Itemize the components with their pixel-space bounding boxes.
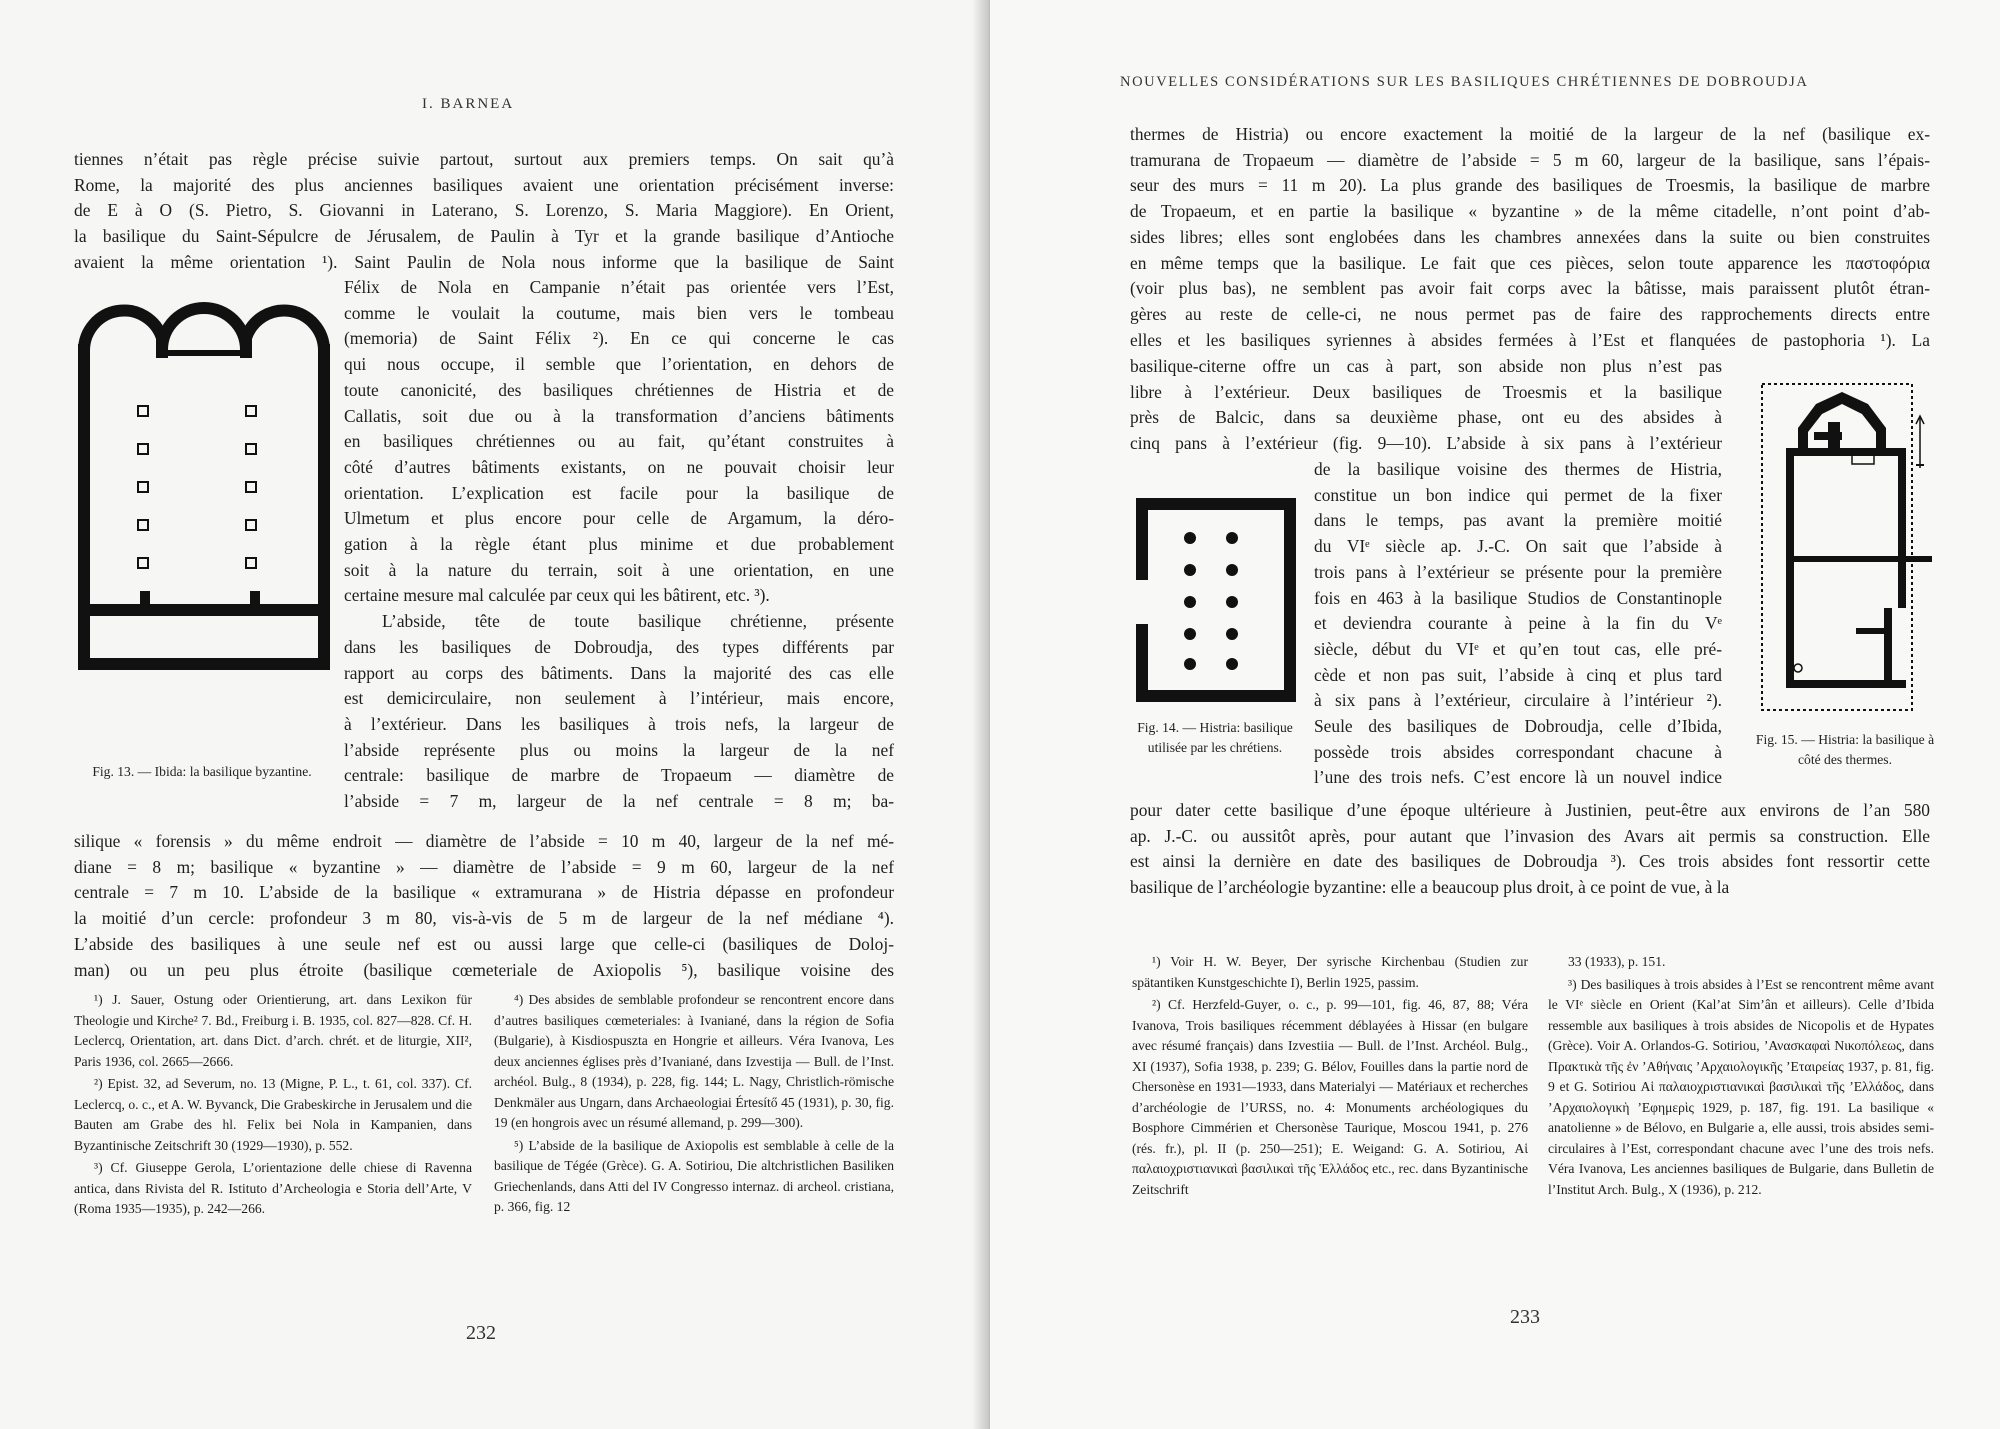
- text-line: ap. J.-C. ou aussitôt après, pour autant que l’invasion des Avars ait permis sa construction. Elle: [1130, 825, 1930, 846]
- text-line: possède trois absides correspondant chacune à: [1314, 741, 1722, 762]
- text-line: L’abside, tête de toute basilique chrétienne, présente: [382, 611, 894, 632]
- text-line: de la basilique voisine des thermes de Histria,: [1314, 459, 1722, 479]
- text-line: à six pans à l’extérieur, circulaire à l’intérieur ²).: [1314, 690, 1722, 711]
- text-line: (memoria) de Saint Félix ²). En ce qui concerne le cas: [344, 328, 894, 349]
- footnote: 33 (1933), p. 151.: [1568, 954, 1666, 969]
- text-line: tramurana de Tropaeum — diamètre de l’abside = 5 m 60, largeur de la basilique, sans l’épais-: [1130, 149, 1930, 170]
- footnote: ⁵) L’abside de la basilique de Axiopolis est semblable à celle de la basilique de Tégée (Grèce). G. A. Sotiriou, Die altchristlichen Basiliken Griechenlands, dans Atti del IV Congresso internaz. di archeol. cristiana, p. 366, fig. 12: [494, 1137, 894, 1214]
- text-line: silique « forensis » du même endroit — diamètre de l’abside = 10 m 40, largeur de la nef mé-: [74, 831, 894, 851]
- text-line: seur des murs = 11 m 20). La plus grande des basiliques de Troesmis, la basilique de marbre: [1130, 175, 1930, 196]
- text-line: la basilique du Saint-Sépulcre de Jérusalem, de Paulin à Tyr et la grande basilique d’Antioche: [74, 226, 894, 247]
- text-line: rapport au corps des bâtiments. Dans la majorité des cas elle: [344, 662, 894, 683]
- text-line: basilique de l’archéologie byzantine: elle a beaucoup plus droit, à ce point de vue, à la: [1130, 877, 1730, 898]
- left-text-side: [344, 275, 894, 815]
- text-line: l’une des trois nefs. C’est encore là un nouvel indice: [1314, 767, 1722, 788]
- text-line: trois pans à l’extérieur se présente pour la première: [1314, 561, 1722, 582]
- text-line: et deviendra courante à peine à la fin du Vᵉ: [1314, 613, 1722, 634]
- text-line: est ainsi la dernière en date des basiliques de Dobroudja ³). Ces trois absides font ressortir cette: [1130, 851, 1930, 872]
- right-text-top: [1130, 122, 1930, 353]
- text-line: qui nous occupe, il semble que l’orientation, en dehors de: [344, 354, 894, 375]
- figure-14-caption: Fig. 14. — Histria: basilique utilisée par les chrétiens.: [1137, 720, 1293, 755]
- footnote: ²) Epist. 32, ad Severum, no. 13 (Migne, P. L., t. 61, col. 337). Cf. Leclercq, o. c., et A. W. Byvanck, Die Grabeskirche in Jerusalem und die Bauten am Grabe des hl. Felix bei Nola in Kampanien, dans Byzantinische Zeitschrift 30 (1929—1930), p. 552.: [74, 1076, 472, 1153]
- left-text-top-lines: [74, 147, 894, 276]
- text-line: tiennes n’était pas règle précise suivie partout, surtout aux premiers temps. On sait qu’à: [74, 149, 894, 169]
- right-text-bottom: [1130, 798, 1930, 901]
- text-line: gation à la règle étant plus minime et due probablement: [344, 534, 894, 555]
- page-number-left: 232: [466, 1322, 496, 1344]
- text-line: elles et les basiliques syriennes à absides fermées à l’Est et flanquées de pastophoria ¹). La: [1130, 329, 1930, 350]
- text-line: toute canonicité, des basiliques chrétiennes de Histria et de: [344, 379, 894, 400]
- left-footnotes-col1-paras: [74, 990, 472, 1220]
- right-footnotes-col1-paras: [1132, 952, 1528, 1200]
- text-line: la moitié d’un cercle: profondeur 3 m 80, vis-à-vis de 5 m de largeur de la nef médiane ⁴).: [74, 908, 894, 929]
- running-head-right: NOUVELLES CONSIDÉRATIONS SUR LES BASILIQUES CHRÉTIENNES DE DOBROUDJA: [1120, 74, 1809, 90]
- text-line: comme le voulait la coutume, mais bien vers le tombeau: [344, 302, 894, 323]
- right-text-bottom-lines: [1130, 798, 1930, 901]
- text-line: avaient la même orientation ¹). Saint Paulin de Nola nous informe que la basilique de Saint: [74, 251, 894, 272]
- histria-basilica-plan-14: [1132, 494, 1300, 706]
- figure-14: [1132, 494, 1300, 706]
- text-line: libre à l’extérieur. Deux basiliques de Troesmis et la basilique: [1130, 381, 1722, 402]
- text-line: près de Balcic, dans sa deuxième phase, ont eu des absides à: [1130, 407, 1722, 428]
- text-line: Seule des basiliques de Dobroudja, celle d’Ibida,: [1314, 716, 1722, 737]
- text-line: soit à la nature du terrain, soit à une orientation, en une: [344, 559, 894, 580]
- text-line: constitue un bon indice qui permet de la fixer: [1314, 484, 1722, 505]
- text-line: en même temps que la basilique. Le fait que ces pièces, selon toute apparence les παστοφόρια: [1130, 252, 1930, 273]
- text-line: certaine mesure mal calculée par ceux qui les bâtirent, etc. ³).: [344, 585, 770, 606]
- text-line: Ulmetum et plus encore pour celle de Argamum, la déro-: [344, 508, 894, 529]
- right-text-center-lines: [1314, 457, 1722, 791]
- left-page: [0, 0, 990, 1429]
- left-text-side2-lines: [344, 609, 894, 815]
- text-line: à l’extérieur. Dans les basiliques à trois nefs, la largeur de: [344, 713, 894, 734]
- right-footnotes-col2: [1548, 952, 1934, 1202]
- figure-15: [1758, 378, 1936, 718]
- text-line: siècle, début du VIᵉ et qu’en tout cas, elle pré-: [1314, 638, 1722, 659]
- text-line: sides libres; elles sont englobées dans les chambres annexées dans la suite ou bien construites: [1130, 226, 1930, 247]
- left-text-top: [74, 147, 894, 276]
- text-line: en basiliques chrétiennes ou au fait, qu’étant construites à: [344, 431, 894, 452]
- text-line: basilique-citerne offre un cas à part, son abside non plus n’est pas: [1130, 356, 1722, 376]
- left-text-bottom-lines: [74, 829, 894, 983]
- text-line: L’abside des basiliques à une seule nef est ou aussi large que celle-ci (basiliques de Doloj-: [74, 933, 894, 954]
- text-line: de Tropaeum, et en partie la basilique « byzantine » de la même citadelle, n’ont point d’ab-: [1130, 201, 1930, 222]
- text-line: l’abside représente plus ou moins la largeur de la nef: [344, 739, 894, 760]
- page-number-right: 233: [1510, 1306, 1540, 1328]
- footnote: ¹) J. Sauer, Ostung oder Orientierung, art. dans Lexikon für Theologie und Kirche² 7. Bd., Freiburg i. B. 1935, col. 827—828. Cf. H. Leclercq, Orientation, art. dans Dict. d’arch. chrét. et de liturgie, XII², Paris 1936, col. 2665—2666.: [74, 992, 472, 1069]
- figure-13: [72, 278, 336, 678]
- text-line: de E à O (S. Pietro, S. Giovanni in Laterano, S. Lorenzo, S. Maria Maggiore). En Orient,: [74, 200, 894, 221]
- text-line: centrale = 7 m 10. L’abside de la basilique « extramurana » de Histria dépasse en profondeur: [74, 882, 894, 903]
- left-text-side-lines: [344, 275, 894, 609]
- text-line: thermes de Histria) ou encore exactement la moitié de la largeur de la nef (basilique ex-: [1130, 124, 1930, 144]
- left-footnotes-col1: [74, 990, 472, 1222]
- text-line: Rome, la majorité des plus anciennes basiliques avaient une orientation précisément inverse:: [74, 174, 894, 195]
- text-line: centrale: basilique de marbre de Tropaeum — diamètre de: [344, 765, 894, 786]
- footnote: ¹) Voir H. W. Beyer, Der syrische Kirchenbau (Studien zur spätantiken Kunstgeschichte I), Berlin 1925, passim.: [1132, 954, 1528, 990]
- figure-15-caption: Fig. 15. — Histria: la basilique à côté des thermes.: [1755, 732, 1935, 767]
- right-text-mid-left: [1130, 354, 1722, 457]
- text-line: cinq pans à l’extérieur (fig. 9—10). L’abside à six pans à l’extérieur: [1130, 433, 1722, 454]
- text-line: est demicirculaire, non seulement à l’intérieur, mais encore,: [344, 688, 894, 709]
- right-text-top-lines: [1130, 122, 1930, 353]
- right-footnotes-col2-paras: [1548, 952, 1934, 1200]
- footnote: ⁴) Des absides de semblable profondeur se rencontrent encore dans d’autres basiliques cœmeteriales: à Ivaniané, dans la région de Sofia (Bulgarie), à Kisdiospuszta en Hongrie et ailleurs. Véra Ivanova, Les deux anciennes églises près d’Ivaniané, dans Izvestija — Bull. de l’Inst. archéol. Bulg., 8 (1934), p. 228, fig. 144; L. Nagy, Christlich-römische Denkmäler aus Ungarn, dans Archaeologiai Értesítő 45 (1931), p. 30, fig. 19 (en hongrois avec un résumé allemand, p. 299—300).: [494, 992, 894, 1130]
- text-line: (voir plus bas), ne semblent pas avoir fait corps avec la bâtisse, mais paraissent plutôt étran-: [1130, 278, 1930, 299]
- text-line: Callatis, soit due ou à la transformation d’anciens bâtiments: [344, 405, 894, 426]
- text-line: man) ou un peu plus étroite (basilique cœmeteriale de Axiopolis ⁵), basilique voisine des: [74, 959, 894, 980]
- histria-basilica-plan-15: [1758, 378, 1936, 718]
- text-line: Félix de Nola en Campanie n’était pas orientée vers l’Est,: [344, 277, 894, 297]
- text-line: cède et non pas suit, l’abside à cinq et plus tard: [1314, 664, 1722, 685]
- footnote: ²) Cf. Herzfeld-Guyer, o. c., p. 99—101, fig. 46, 87, 88; Véra Ivanova, Trois basiliques récemment déblayées à Hissar (en bulgare avec résumé français) dans Izvestiia — Bull. de l’Inst. Archéol. Bulg., XI (1937), Sofia 1938, p. 239; G. Bélov, Fouilles dans la partie nord de Chersonèse en 1931—1933, dans Materialyi — Matériaux et recherches d’archéologie de l’URSS, no. 4: Monuments archéologiques du Bosphore Cimmérien et Chersonèse Taurique, Moscou 1941, p. 276 (rés. fr.), pl. II (p. 250—251); E. Weigand: G. A. Sotiriou, Αἱ παλαιοχριστιανικαὶ βασιλικαὶ τῆς Ἑλλάδος etc., rec. dans Byzantinische Zeitschrift: [1132, 997, 1528, 1197]
- footnote: ³) Cf. Giuseppe Gerola, L’orientazione delle chiese di Ravenna antica, dans Rivista del R. Istituto d’Archeologia e Storia dell’Arte, V (Roma 1935—1935), p. 242—266.: [74, 1160, 472, 1216]
- left-footnotes-col2: [494, 990, 894, 1220]
- running-head-left: I. BARNEA: [422, 96, 515, 112]
- text-line: dans le temps, pas avant la première moitié: [1314, 510, 1722, 531]
- text-line: gères au reste de celle-ci, ne nous permet pas de faire des rapprochements directs entre: [1130, 303, 1930, 324]
- figure-13-caption: Fig. 13. — Ibida: la basilique byzantine.: [92, 764, 312, 779]
- footnote: ³) Des basiliques à trois absides à l’Est se rencontrent même avant le VIᵉ siècle en Orient (Kal’at Sim’ân et ailleurs). Celle d’Ibida ressemble aux basiliques à trois absides de Nicopolis et de Hypates (Grèce). Voir A. Orlandos-G. Sotiriou, ’Ανασκαφαὶ Νικοπόλεως, dans Πρακτικὰ τῆς ἐν ’Αθήναις ’Αρχαιολογικῆς ’Εταιρείας 1937, p. 81, fig. 9 et G. Sotiriou Αἱ παλαιοχριστιανικαὶ βασιλικαὶ τῆς ’Ελλάδος, dans ’Αρχαιολογικὴ ’Εφημερὶς 1929, p. 187, fig. 191. La basilique « anatolienne » de Bélovo, en Bulgarie a, elle aussi, trois absides semi-circulaires à l’Est, correspondant chacune avec l’une des trois nefs. Véra Ivanova, Les anciennes basiliques de Bulgarie, dans Bulletin de l’Institut Arch. Bulg., X (1936), p. 212.: [1548, 976, 1934, 1197]
- right-footnotes-col1: [1132, 952, 1528, 1202]
- left-footnotes-col2-paras: [494, 990, 894, 1218]
- text-line: dans les basiliques de Dobroudja, des types différents par: [344, 636, 894, 657]
- right-text-mid-left-lines: [1130, 354, 1722, 457]
- text-line: l’abside = 7 m, largeur de la nef centrale = 8 m; ba-: [344, 791, 894, 812]
- text-line: diane = 8 m; basilique « byzantine » — diamètre de l’abside = 9 m 60, largeur de la nef: [74, 856, 894, 877]
- text-line: du VIᵉ siècle ap. J.-C. On sait que l’abside à: [1314, 536, 1722, 557]
- right-text-center: [1314, 457, 1722, 791]
- text-line: orientation. L’explication est facile pour la basilique de: [344, 482, 894, 503]
- right-page: [990, 0, 2000, 1429]
- text-line: fois en 463 à la basilique Studios de Constantinople: [1314, 587, 1722, 608]
- ibida-basilica-plan: [72, 278, 336, 678]
- left-text-bottom: [74, 829, 894, 983]
- text-line: côté d’autres bâtiments existants, on ne pouvait choisir leur: [344, 456, 894, 477]
- text-line: pour dater cette basilique d’une époque ultérieure à Justinien, peut-être aux environs de l’an 580: [1130, 800, 1930, 820]
